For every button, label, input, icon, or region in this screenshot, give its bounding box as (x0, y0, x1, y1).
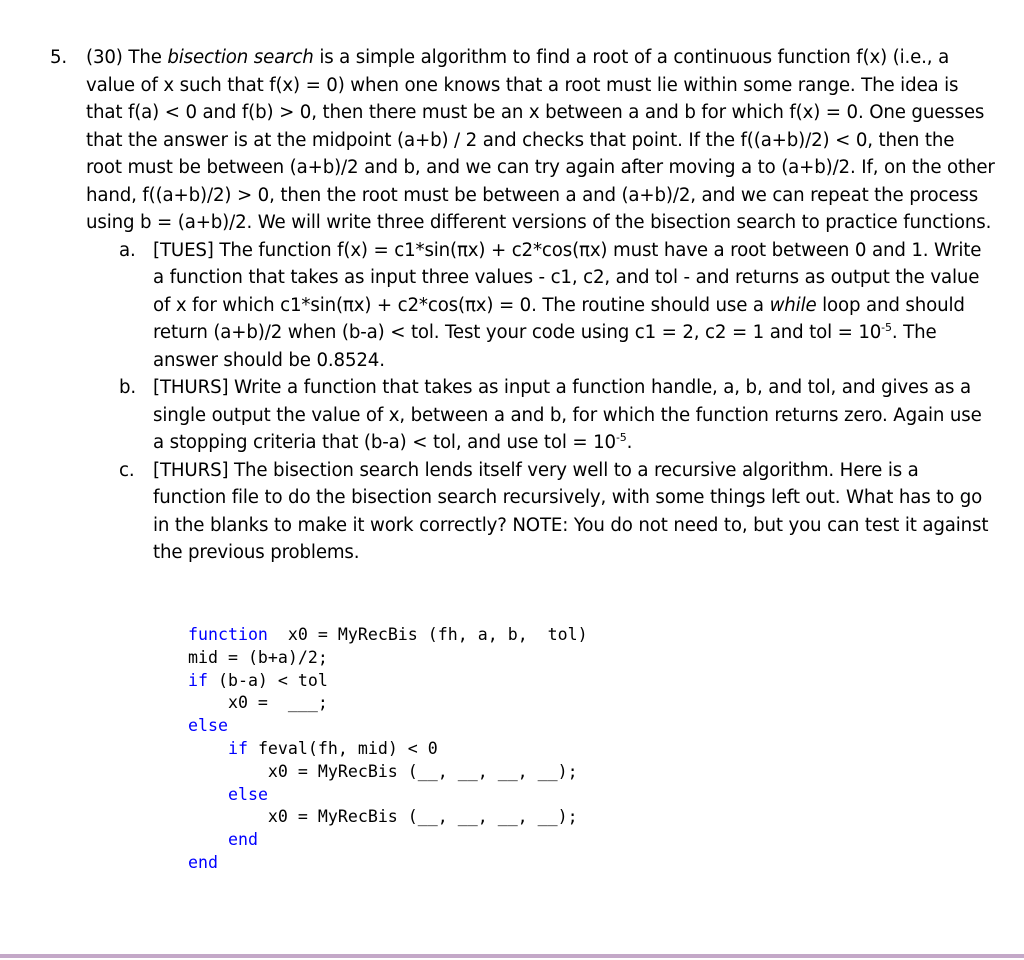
part-b: b. [THURS] Write a function that takes as input a function handle, a, b, and tol, and gives as a single output the value of x, between a and b, for which the function returns zero. Again use a stopping criteria that (b-a) < tol, and use tol = $10^{-5}$. (86, 374, 995, 457)
exponent: -5 (615, 431, 627, 444)
problem-body (86, 44, 995, 567)
code-line (188, 784, 588, 807)
code-line: x0 = MyRecBis (__, __, __, __); (188, 807, 578, 827)
part-a-label: a. (119, 239, 136, 261)
code-line: x0 = MyRecBis (__, __, __, __); (188, 761, 578, 781)
code-line: if feval(fh, mid) < 0 (227, 738, 438, 758)
part-list (86, 237, 995, 567)
keyword: if (188, 670, 208, 690)
keyword: else (227, 784, 268, 804)
part-b-label: b. (119, 377, 137, 398)
code-line (188, 829, 588, 852)
while-keyword: while (769, 294, 817, 316)
bisection-search-term: bisection search (167, 47, 314, 68)
problem-5 (50, 44, 995, 567)
keyword: else (188, 716, 228, 736)
code-line (188, 715, 588, 738)
part-c-label: c. (119, 459, 135, 481)
code-line: if (b-a) < tol (188, 670, 328, 690)
code-line (188, 852, 588, 875)
code-listing (188, 624, 588, 875)
code-line: x0 = ___; (188, 693, 328, 713)
part-c: c. [THURS] The bisection search lends itself very well to a recursive algorithm. Here is a function file to do the bisection search recursively, with some things left out. What has to go in the blanks to make it work correctly? NOTE: You do not need to, but you can test it against the previous problems. (86, 457, 995, 567)
problem-intro: (30) The bisection search is a simple algorithm to find a root of a continuous function f(x) (i.e., a value of x such that f(x) = 0) when one knows that a root must lie within some range. The idea is that f(a) < 0 and f(b) > 0, then there must be an x between a and b for which f(x) = 0. One guesses that the answer is at the midpoint (a+b) / 2 and checks that point. If the f((a+b)/2) < 0, then the root must be between (a+b)/2 and b, and we can try again after moving a to (a+b)/2. If, on the other hand, f((a+b)/2) > 0, then the root must be between a and (a+b)/2, and we can repeat the process using b = (a+b)/2. We will write three different versions of the bisection search to practice functions. (86, 47, 995, 233)
exponent: -5 (881, 321, 892, 334)
code-line: mid = (b+a)/2; (188, 647, 328, 667)
code-line: function x0 = MyRecBis (fh, a, b, tol) (188, 625, 588, 644)
keyword: if (227, 738, 248, 758)
part-a: a. [TUES] The function f(x) = c1*sin(πx) + c2*cos(πx) must have a root between 0 and 1. Write a function that takes as input three values - c1, c2, and tol - and returns as output the value of x for which c1*sin(πx) + c2*cos(πx) = 0. The routine should use a while loop and should return (a+b)/2 when (b-a) < tol. Test your code using c1 = 2, c2 = 1 and tol = $10^{-5}$. The answer should be 0.8524. (86, 237, 995, 375)
problem-number: 5. (50, 47, 68, 68)
keyword: function (188, 625, 268, 644)
keyword: end (227, 830, 258, 850)
keyword: end (188, 852, 218, 872)
page-bottom-divider (0, 954, 1024, 958)
